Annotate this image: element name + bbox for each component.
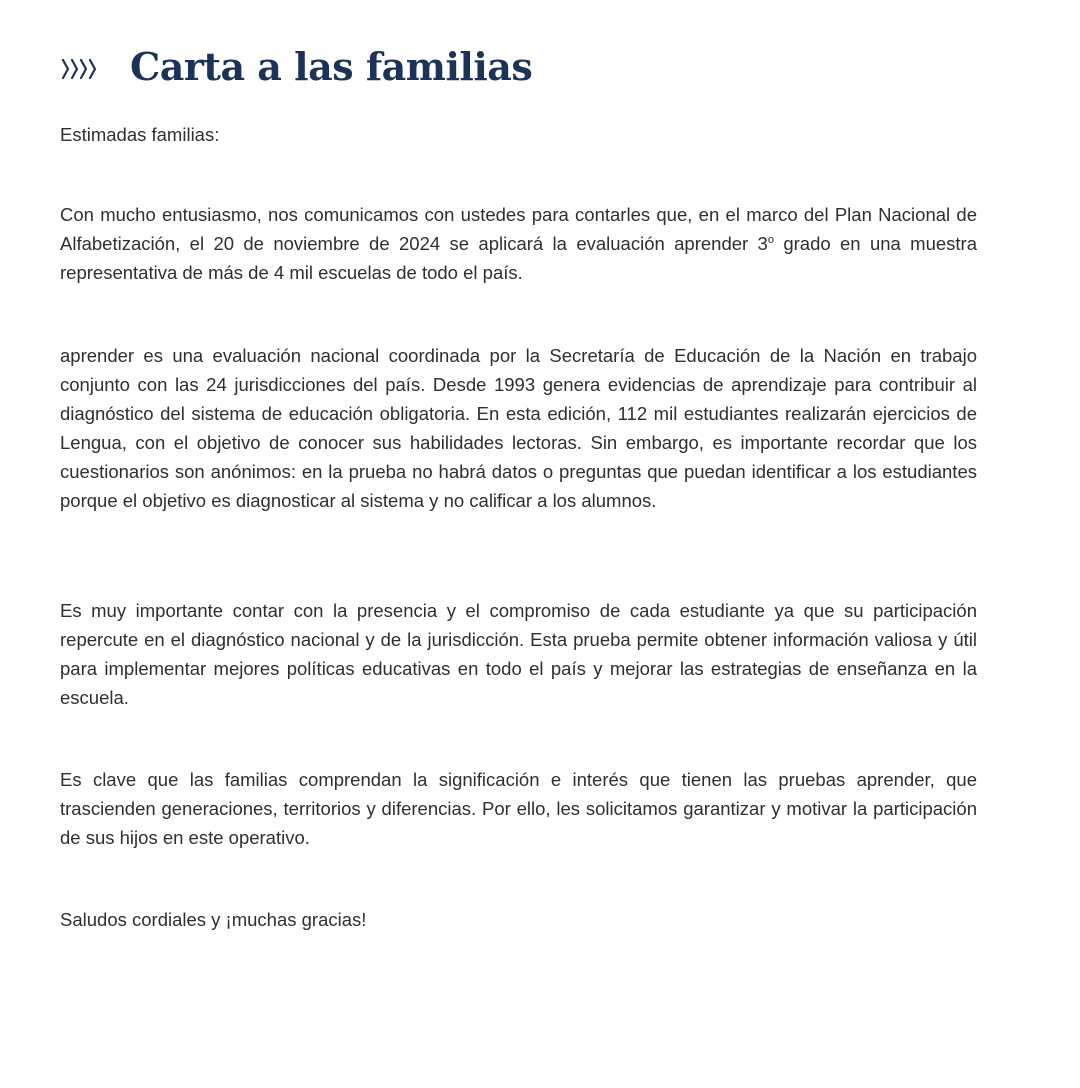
page-title: Carta a las familias [130,44,533,89]
letter-closing: Saludos cordiales y ¡muchas gracias! [60,909,367,930]
chevron-right-icon [60,56,100,82]
paragraph-1-text-start: Con mucho entusiasmo, nos comunicamos con ustedes para contarles que, en el marco del Plan Nacional de Alfabetización, el 20 de noviembre de 2024 se aplicará la evaluación aprender 3 [60,204,977,254]
paragraph-1-text-end: grado en una muestra representativa de más de 4 mil escuelas de todo el país. [60,233,977,283]
page-header [60,40,532,94]
ordinal-superscript: o [767,233,774,246]
letter-paragraph-1 [60,200,977,287]
letter-paragraph-4: Es clave que las familias comprendan la significación e interés que tienen las pruebas aprender, que trascienden generaciones, territorios y diferencias. Por ello, les solicitamos garantizar y motivar la participación de sus hijos en este operativo. [60,769,977,848]
letter-paragraph-3: Es muy importante contar con la presencia y el compromiso de cada estudiante ya que su participación repercute en el diagnóstico nacional y de la jurisdicción. Esta prueba permite obtener información valiosa y útil para implementar mejores políticas educativas en todo el país y mejorar las estrategias de enseñanza en la escuela. [60,600,977,708]
letter-paragraph-2: aprender es una evaluación nacional coordinada por la Secretaría de Educación de la Nación en trabajo conjunto con las 24 jurisdicciones del país. Desde 1993 genera evidencias de aprendizaje para contribuir al diagnóstico del sistema de educación obligatoria. En esta edición, 112 mil estudiantes realizarán ejercicios de Lengua, con el objetivo de conocer sus habilidades lectoras. Sin embargo, es importante recordar que los cuestionarios son anónimos: en la prueba no habrá datos o preguntas que puedan identificar a los estudiantes porque el objetivo es diagnosticar al sistema y no calificar a los alumnos. [60,345,977,511]
letter-greeting: Estimadas familias: [60,124,220,145]
